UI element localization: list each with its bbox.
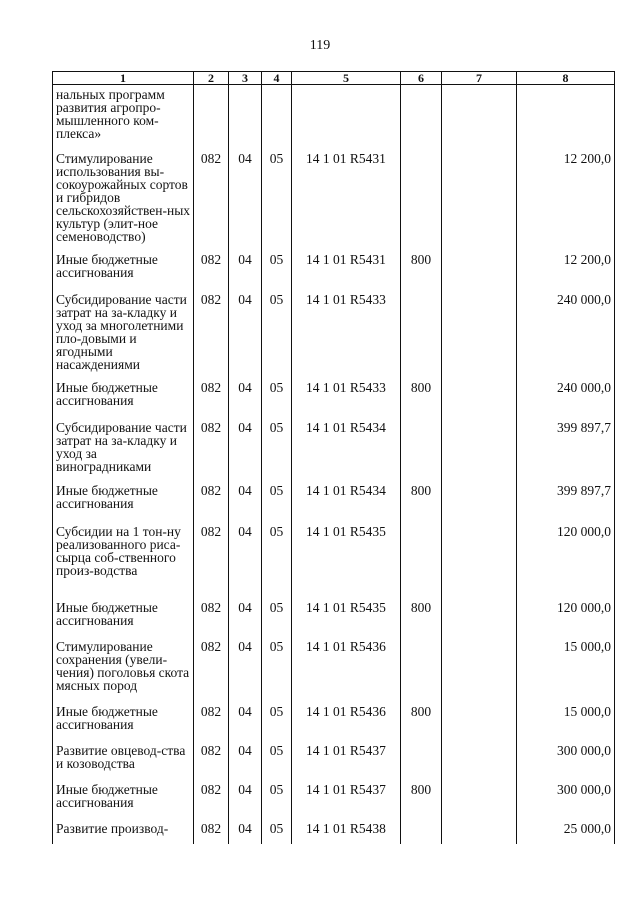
row-subsection: 05 bbox=[262, 480, 292, 521]
row-ministry-code: 082 bbox=[194, 597, 229, 636]
row-ministry-code: 082 bbox=[194, 740, 229, 779]
row-amount: 12 200,0 bbox=[517, 249, 615, 289]
row-subsection: 05 bbox=[262, 701, 292, 740]
row-col-7 bbox=[442, 740, 517, 779]
row-expense-type bbox=[401, 818, 442, 844]
header-col-1: 1 bbox=[53, 72, 194, 85]
table-row bbox=[53, 521, 615, 597]
row-col-7 bbox=[442, 779, 517, 818]
row-section: 04 bbox=[229, 701, 262, 740]
row-amount: 240 000,0 bbox=[517, 377, 615, 417]
row-section bbox=[229, 85, 262, 148]
row-target-code: 14 1 01 R5435 bbox=[292, 521, 401, 597]
row-subsection: 05 bbox=[262, 636, 292, 701]
header-col-7: 7 bbox=[442, 72, 517, 85]
row-ministry-code: 082 bbox=[194, 701, 229, 740]
row-col-7 bbox=[442, 636, 517, 701]
row-col-7 bbox=[442, 701, 517, 740]
row-ministry-code: 082 bbox=[194, 818, 229, 844]
row-expense-type: 800 bbox=[401, 779, 442, 818]
row-target-code: 14 1 01 R5438 bbox=[292, 818, 401, 844]
row-section: 04 bbox=[229, 377, 262, 417]
row-subsection bbox=[262, 85, 292, 148]
table-row bbox=[53, 377, 615, 417]
row-target-code: 14 1 01 R5433 bbox=[292, 377, 401, 417]
row-subsection: 05 bbox=[262, 249, 292, 289]
header-col-5: 5 bbox=[292, 72, 401, 85]
row-name: Иные бюджетные ассигнования bbox=[53, 249, 194, 289]
row-expense-type bbox=[401, 85, 442, 148]
row-expense-type bbox=[401, 521, 442, 597]
row-target-code: 14 1 01 R5433 bbox=[292, 289, 401, 377]
row-target-code bbox=[292, 85, 401, 148]
row-name: Иные бюджетные ассигнования bbox=[53, 597, 194, 636]
row-expense-type bbox=[401, 636, 442, 701]
row-expense-type bbox=[401, 740, 442, 779]
row-amount: 399 897,7 bbox=[517, 480, 615, 521]
row-name: Иные бюджетные ассигнования bbox=[53, 377, 194, 417]
row-amount: 12 200,0 bbox=[517, 148, 615, 249]
header-row bbox=[53, 72, 615, 85]
row-name: Развитие производ- bbox=[53, 818, 194, 844]
header-col-4: 4 bbox=[262, 72, 292, 85]
table-row bbox=[53, 779, 615, 818]
row-name: Субсидирование части затрат на за-кладку и уход за виноградниками bbox=[53, 417, 194, 480]
row-section: 04 bbox=[229, 417, 262, 480]
table-row bbox=[53, 249, 615, 289]
row-amount: 120 000,0 bbox=[517, 597, 615, 636]
row-amount: 15 000,0 bbox=[517, 701, 615, 740]
table-body bbox=[53, 85, 615, 844]
row-target-code: 14 1 01 R5435 bbox=[292, 597, 401, 636]
row-amount: 300 000,0 bbox=[517, 740, 615, 779]
row-section: 04 bbox=[229, 521, 262, 597]
row-target-code: 14 1 01 R5436 bbox=[292, 636, 401, 701]
row-ministry-code: 082 bbox=[194, 148, 229, 249]
row-expense-type: 800 bbox=[401, 597, 442, 636]
row-amount: 120 000,0 bbox=[517, 521, 615, 597]
row-col-7 bbox=[442, 417, 517, 480]
row-name: Иные бюджетные ассигнования bbox=[53, 701, 194, 740]
row-target-code: 14 1 01 R5431 bbox=[292, 249, 401, 289]
row-subsection: 05 bbox=[262, 740, 292, 779]
row-amount bbox=[517, 85, 615, 148]
table-row bbox=[53, 148, 615, 249]
row-col-7 bbox=[442, 521, 517, 597]
row-amount: 399 897,7 bbox=[517, 417, 615, 480]
row-section: 04 bbox=[229, 818, 262, 844]
row-amount: 240 000,0 bbox=[517, 289, 615, 377]
row-expense-type bbox=[401, 289, 442, 377]
row-col-7 bbox=[442, 597, 517, 636]
row-section: 04 bbox=[229, 249, 262, 289]
header-col-3: 3 bbox=[229, 72, 262, 85]
row-name: Иные бюджетные ассигнования bbox=[53, 480, 194, 521]
row-amount: 15 000,0 bbox=[517, 636, 615, 701]
row-expense-type bbox=[401, 148, 442, 249]
row-expense-type: 800 bbox=[401, 377, 442, 417]
row-name: Субсидии на 1 тон-ну реализованного риса-сырца соб-ственного произ-водства bbox=[53, 521, 194, 597]
row-target-code: 14 1 01 R5434 bbox=[292, 480, 401, 521]
table-row bbox=[53, 85, 615, 148]
row-name: Субсидирование части затрат на за-кладку и уход за многолетними пло-довыми и ягодными насаждениями bbox=[53, 289, 194, 377]
row-col-7 bbox=[442, 148, 517, 249]
row-subsection: 05 bbox=[262, 417, 292, 480]
row-ministry-code: 082 bbox=[194, 521, 229, 597]
row-name: Развитие овцевод-ства и козоводства bbox=[53, 740, 194, 779]
row-ministry-code: 082 bbox=[194, 636, 229, 701]
row-section: 04 bbox=[229, 480, 262, 521]
row-subsection: 05 bbox=[262, 289, 292, 377]
row-expense-type: 800 bbox=[401, 480, 442, 521]
row-section: 04 bbox=[229, 740, 262, 779]
row-target-code: 14 1 01 R5437 bbox=[292, 740, 401, 779]
table-row bbox=[53, 818, 615, 844]
row-ministry-code: 082 bbox=[194, 377, 229, 417]
page-number: 119 bbox=[309, 38, 331, 53]
row-section: 04 bbox=[229, 779, 262, 818]
row-section: 04 bbox=[229, 289, 262, 377]
row-ministry-code bbox=[194, 85, 229, 148]
table-header bbox=[53, 72, 615, 85]
header-col-2: 2 bbox=[194, 72, 229, 85]
row-expense-type: 800 bbox=[401, 701, 442, 740]
row-expense-type: 800 bbox=[401, 249, 442, 289]
row-target-code: 14 1 01 R5436 bbox=[292, 701, 401, 740]
row-section: 04 bbox=[229, 597, 262, 636]
row-ministry-code: 082 bbox=[194, 289, 229, 377]
row-target-code: 14 1 01 R5434 bbox=[292, 417, 401, 480]
row-col-7 bbox=[442, 289, 517, 377]
row-target-code: 14 1 01 R5437 bbox=[292, 779, 401, 818]
row-name: нальных программ развития агропро-мышленного ком-плекса» bbox=[53, 85, 194, 148]
row-col-7 bbox=[442, 85, 517, 148]
row-amount: 300 000,0 bbox=[517, 779, 615, 818]
row-subsection: 05 bbox=[262, 597, 292, 636]
row-col-7 bbox=[442, 377, 517, 417]
row-col-7 bbox=[442, 249, 517, 289]
row-col-7 bbox=[442, 480, 517, 521]
row-ministry-code: 082 bbox=[194, 779, 229, 818]
row-ministry-code: 082 bbox=[194, 480, 229, 521]
row-section: 04 bbox=[229, 148, 262, 249]
table-row bbox=[53, 636, 615, 701]
row-expense-type bbox=[401, 417, 442, 480]
table-row bbox=[53, 289, 615, 377]
row-name: Стимулирование сохранения (увели-чения) поголовья скота мясных пород bbox=[53, 636, 194, 701]
row-col-7 bbox=[442, 818, 517, 844]
table-row bbox=[53, 417, 615, 480]
row-name: Стимулирование использования вы-сокоурожайных сортов и гибридов сельскохозяйствен-ных культур (элит-ное семеноводство) bbox=[53, 148, 194, 249]
row-subsection: 05 bbox=[262, 779, 292, 818]
row-subsection: 05 bbox=[262, 521, 292, 597]
table-row bbox=[53, 740, 615, 779]
header-col-8: 8 bbox=[517, 72, 615, 85]
row-section: 04 bbox=[229, 636, 262, 701]
table-row bbox=[53, 701, 615, 740]
budget-table bbox=[52, 71, 615, 844]
row-target-code: 14 1 01 R5431 bbox=[292, 148, 401, 249]
row-ministry-code: 082 bbox=[194, 249, 229, 289]
row-ministry-code: 082 bbox=[194, 417, 229, 480]
header-col-6: 6 bbox=[401, 72, 442, 85]
table-row bbox=[53, 597, 615, 636]
row-amount: 25 000,0 bbox=[517, 818, 615, 844]
table-row bbox=[53, 480, 615, 521]
row-subsection: 05 bbox=[262, 818, 292, 844]
row-name: Иные бюджетные ассигнования bbox=[53, 779, 194, 818]
row-subsection: 05 bbox=[262, 377, 292, 417]
row-subsection: 05 bbox=[262, 148, 292, 249]
